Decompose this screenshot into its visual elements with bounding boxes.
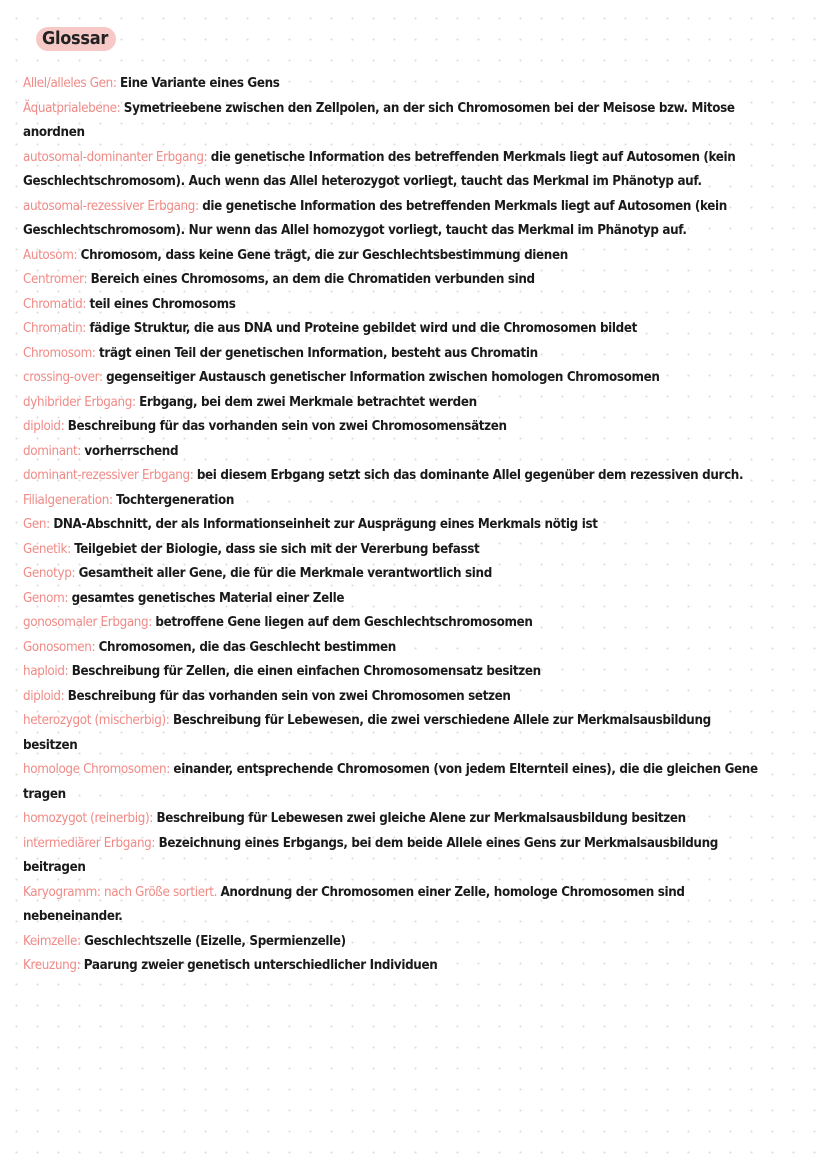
glossary-term: Chromatid: — [23, 296, 87, 312]
glossary-term: Karyogramm: nach Größe sortiert. — [23, 884, 218, 900]
glossary-entry — [23, 513, 758, 538]
glossary-definition: einander, entsprechende Chromosomen (von jedem Elternteil eines), die die gleichen Gene tragen — [23, 762, 758, 802]
glossary-entry — [23, 97, 758, 146]
glossary-entry — [23, 660, 758, 685]
glossary-definition: die genetische Information des betreffenden Merkmals liegt auf Autosomen (kein Geschlechtschromosom). Nur wenn das Allel homozygot vorliegt, taucht das Merkmal im Phänotyp auf. — [23, 198, 727, 238]
glossary-definition: gesamtes genetisches Material einer Zelle — [71, 590, 345, 606]
glossary-entry — [23, 709, 758, 758]
glossary-entry — [23, 293, 758, 318]
glossary-definition: Teilgebiet der Biologie, dass sie sich mit der Vererbung befasst — [74, 541, 480, 557]
glossary-term: haploid: — [23, 664, 69, 679]
glossary-definition: Tochtergeneration — [116, 492, 234, 508]
glossary-term: dominant: — [23, 443, 81, 459]
glossary-term: dominant-rezessiver Erbgang: — [23, 468, 194, 483]
glossary-definition: Gesamtheit aller Gene, die für die Merkmale verantwortlich sind — [78, 566, 492, 581]
glossary-term: gonosomaler Erbgang: — [23, 615, 152, 630]
glossary-entry — [23, 440, 758, 465]
glossary-term: Autosom: — [23, 247, 78, 263]
glossary-term: Gen: — [23, 517, 50, 532]
glossary-definition: fädige Struktur, die aus DNA und Proteine gebildet wird und die Chromosomen bildet — [89, 321, 638, 336]
glossary-entry — [23, 685, 758, 710]
glossary-definition: Anordnung der Chromosomen einer Zelle, homologe Chromosomen sind nebeneinander. — [23, 884, 685, 924]
glossary-definition: Symetrieebene zwischen den Zellpolen, an der sich Chromosomen bei der Meisose bzw. Mitose anordnen — [23, 100, 735, 140]
glossary-term: Filialgeneration: — [23, 492, 113, 508]
glossary-entry — [23, 832, 758, 881]
glossary-entry — [23, 954, 758, 979]
glossary-term: Genetik: — [23, 541, 71, 557]
glossary-definition: gegenseitiger Austausch genetischer Information zwischen homologen Chromosomen — [106, 370, 660, 385]
glossary-term: Kreuzung: — [23, 958, 81, 973]
glossary-definition: vorherrschend — [84, 443, 179, 459]
glossary-entry — [23, 342, 758, 367]
glossary-definition: Bezeichnung eines Erbgangs, bei dem beide Allele eines Gens zur Merkmalsausbildung beitragen — [23, 835, 718, 875]
glossary-entry — [23, 391, 758, 416]
glossary-term: diploid: — [23, 419, 65, 434]
glossary-entry — [23, 562, 758, 587]
glossary-definition: Geschlechtszelle (Eizelle, Spermienzelle) — [84, 933, 346, 949]
glossary-definition: Paarung zweier genetisch unterschiedlicher Individuen — [83, 958, 438, 973]
glossary-definition: Beschreibung für Lebewesen, die zwei verschiedene Allele zur Merkmalsausbildung besitzen — [23, 713, 711, 753]
glossary-entry — [23, 881, 758, 930]
glossary-definition: Beschreibung für Lebewesen zwei gleiche Alene zur Merkmalsausbildung besitzen — [156, 811, 686, 826]
glossary-entry — [23, 538, 758, 563]
glossary-list — [23, 72, 758, 979]
glossary-term: diploid: — [23, 688, 65, 704]
glossary-definition: trägt einen Teil der genetischen Information, besteht aus Chromatin — [99, 345, 538, 361]
glossary-term: crossing-over: — [23, 370, 103, 385]
glossary-entry — [23, 636, 758, 661]
glossary-entry — [23, 195, 758, 244]
glossary-term: Äquatprialebene: — [23, 100, 121, 116]
glossary-term: Centromer: — [23, 272, 88, 287]
glossary-term: dyhibrider Erbgang: — [23, 394, 136, 410]
glossary-term: autosomal-rezessiver Erbgang: — [23, 198, 199, 214]
glossary-term: homologe Chromosomen: — [23, 762, 170, 777]
glossary-entry — [23, 317, 758, 342]
glossary-definition: Chromosom, dass keine Gene trägt, die zur Geschlechtsbestimmung dienen — [80, 247, 568, 263]
glossary-term: autosomal-dominanter Erbgang: — [23, 149, 208, 165]
glossary-definition: Eine Variante eines Gens — [120, 76, 280, 91]
glossary-term: intermediärer Erbgang: — [23, 835, 156, 851]
glossary-entry — [23, 268, 758, 293]
glossary-entry — [23, 489, 758, 514]
glossary-term: homozygot (reinerbig): — [23, 811, 153, 826]
glossary-definition: Beschreibung für das vorhanden sein von zwei Chromosomensätzen — [67, 419, 507, 434]
glossary-definition: die genetische Information des betreffenden Merkmals liegt auf Autosomen (kein Geschlechtschromosom). Auch wenn das Allel heterozygot vorliegt, taucht das Merkmal im Phänotyp auf. — [23, 149, 736, 189]
glossary-entry — [23, 587, 758, 612]
glossary-term: Genotyp: — [23, 566, 76, 581]
glossary-term: Allel/alleles Gen: — [23, 76, 117, 91]
glossary-entry — [23, 366, 758, 391]
glossary-entry — [23, 415, 758, 440]
glossary-definition: Erbgang, bei dem zwei Merkmale betrachtet werden — [139, 394, 477, 410]
glossary-term: heterozygot (mischerbig): — [23, 713, 170, 728]
glossary-entry — [23, 146, 758, 195]
glossary-definition: DNA-Abschnitt, der als Informationseinheit zur Ausprägung eines Merkmals nötig ist — [53, 517, 598, 532]
glossary-definition: Bereich eines Chromosoms, an dem die Chromatiden verbunden sind — [90, 272, 535, 287]
glossary-definition: Beschreibung für Zellen, die einen einfachen Chromosomensatz besitzen — [71, 664, 541, 679]
glossary-definition: bei diesem Erbgang setzt sich das dominante Allel gegenüber dem rezessiven durch. — [196, 468, 744, 483]
glossary-definition: betroffene Gene liegen auf dem Geschlechtschromosomen — [155, 615, 533, 630]
glossary-definition: teil eines Chromosoms — [89, 296, 236, 312]
glossary-term: Gonosomen: — [23, 639, 96, 655]
glossary-entry — [23, 807, 758, 832]
glossary-entry — [23, 611, 758, 636]
page-title: Glossar — [36, 27, 116, 51]
glossary-entry — [23, 244, 758, 269]
glossary-term: Chromosom: — [23, 345, 96, 361]
glossary-definition: Beschreibung für das vorhanden sein von zwei Chromosomen setzen — [67, 688, 511, 704]
glossary-term: Keimzelle: — [23, 933, 81, 949]
glossary-term: Chromatin: — [23, 321, 86, 336]
glossary-term: Genom: — [23, 590, 69, 606]
glossary-entry — [23, 758, 758, 807]
glossary-definition: Chromosomen, die das Geschlecht bestimmen — [98, 639, 396, 655]
glossary-entry — [23, 72, 758, 97]
glossary-entry — [23, 464, 758, 489]
glossary-entry — [23, 930, 758, 955]
